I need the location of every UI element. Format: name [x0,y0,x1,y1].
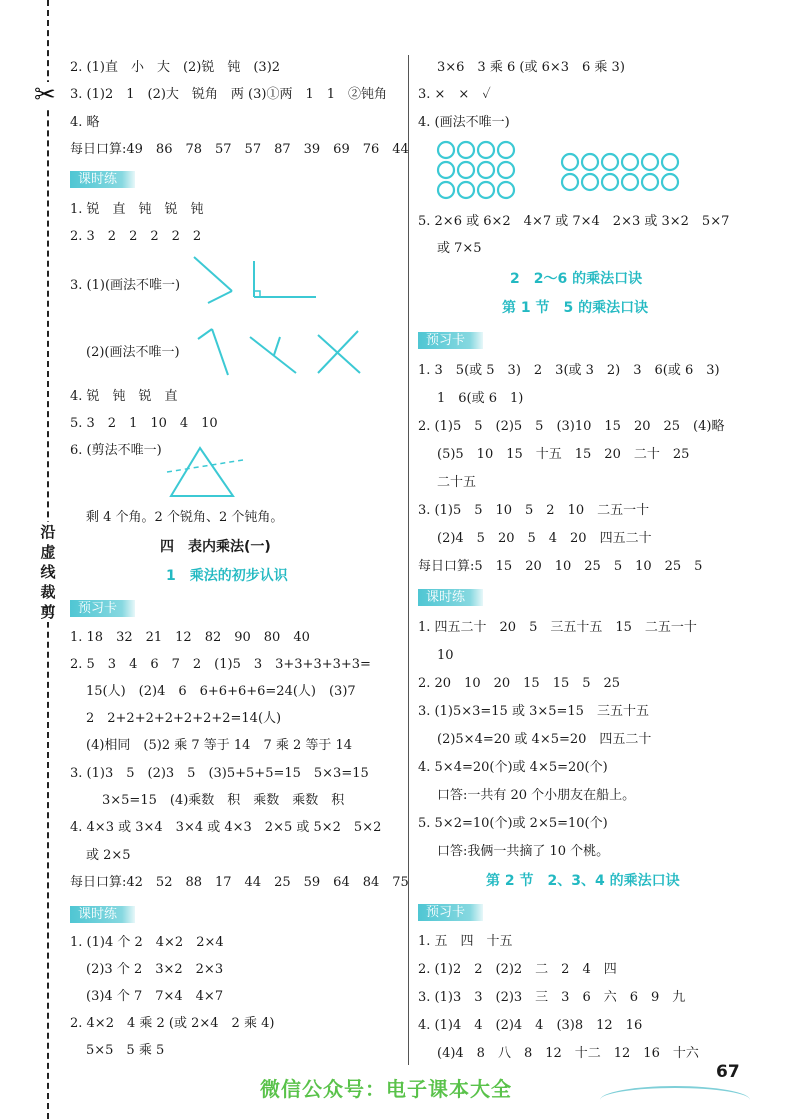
page-number-arc [600,1086,750,1114]
column-divider [408,55,409,1065]
right-line-24: 2. (1)2 2 (2)2 二 2 4 四 [418,962,617,977]
right-line-9: (5)5 10 15 十五 15 20 二十 25 [437,447,690,462]
left-line-7: 3. (1)(画法不唯一) [70,278,181,293]
right-line-23: 1. 五 四 十五 [418,934,513,949]
left-line-8: (2)(画法不唯一) [86,345,180,360]
left-line-14: 2. 5 3 4 6 7 2 (1)5 3 3+3+3+3+3= [70,657,371,672]
angle-drawing-1 [190,255,320,305]
right-line-17: 3. (1)5×3=15 或 3×5=15 三五十五 [418,704,649,719]
scissors-icon: ✂ [34,80,56,110]
cut-label: 沿虚线裁剪 [38,522,58,622]
left-line-5: 1. 锐 直 钝 锐 钝 [70,202,204,217]
left-line-11: 6. (剪法不唯一) [70,443,162,458]
left-line-2: 3. (1)2 1 (2)大 锐角 两 (3)①两 1 1 ②钝角 [70,87,387,102]
section-title-1: 1 乘法的初步认识 [166,568,288,584]
right-line-27: (4)4 8 八 8 12 十二 12 16 十六 [437,1046,699,1061]
left-line-20: 4. 4×3 或 3×4 3×4 或 4×3 2×5 或 5×2 5×2 [70,820,382,835]
right-line-20: 口答:一共有 20 个小朋友在船上。 [437,788,636,803]
left-line-27: 5×5 5 乘 5 [86,1043,165,1058]
section-tag-lesson-practice: 课时练 [70,171,135,188]
right-line-21: 5. 5×2=10(个)或 2×5=10(个) [418,816,608,831]
right-line-3: 4. (画法不唯一) [418,115,510,130]
circle-groups-drawing [436,140,696,198]
section-tag-lesson-practice-3: 课时练 [418,589,483,606]
right-line-26: 4. (1)4 4 (2)4 4 (3)8 12 16 [418,1018,643,1033]
subsection-title-1: 第 1 节 5 的乘法口诀 [502,300,649,316]
right-line-7: 1 6(或 6 1) [437,391,524,406]
right-line-6: 1. 3 5(或 5 3) 2 3(或 3 2) 3 6(或 6 3) [418,363,720,378]
left-line-24: (2)3 个 2 3×2 2×3 [86,962,224,977]
right-line-11: 3. (1)5 5 10 5 2 10 二五一十 [418,503,650,518]
right-line-25: 3. (1)3 3 (2)3 三 3 6 六 6 9 九 [418,990,686,1005]
page-number: 67 [716,1062,740,1082]
right-line-2: 3. × × ✓ [418,87,491,102]
right-line-18: (2)5×4=20 或 4×5=20 四五二十 [437,732,652,747]
section-tag-preview-card-2: 预习卡 [418,332,483,349]
daily-calc-3: 每日口算:5 15 20 10 25 5 10 25 5 [418,559,703,574]
left-line-17: (4)相同 (5)2 乘 7 等于 14 7 乘 2 等于 14 [86,738,353,753]
left-line-3: 4. 略 [70,115,100,130]
right-line-10: 二十五 [437,475,477,490]
right-line-22: 口答:我俩一共摘了 10 个桃。 [437,844,610,859]
triangle-cut-drawing [165,440,245,500]
left-line-21: 或 2×5 [86,848,131,863]
chapter-title: 四 表内乘法(一) [160,539,271,555]
section-tag-preview-card: 预习卡 [70,600,135,617]
left-line-18: 3. (1)3 5 (2)3 5 (3)5+5+5=15 5×3=15 [70,766,369,781]
left-line-6: 2. 3 2 2 2 2 2 [70,229,202,244]
angle-drawing-2 [190,325,365,380]
left-line-1: 2. (1)直 小 大 (2)锐 钝 (3)2 [70,60,281,75]
left-line-26: 2. 4×2 4 乘 2 (或 2×4 2 乘 4) [70,1016,275,1031]
right-line-19: 4. 5×4=20(个)或 4×5=20(个) [418,760,608,775]
daily-calc-2: 每日口算:42 52 88 17 44 25 59 64 84 75 [70,875,409,890]
right-line-5: 或 7×5 [437,241,482,256]
right-line-1: 3×6 3 乘 6 (或 6×3 6 乘 3) [437,60,625,75]
left-line-23: 1. (1)4 个 2 4×2 2×4 [70,935,224,950]
section-title-2: 2 2～6 的乘法口诀 [510,271,643,287]
right-line-8: 2. (1)5 5 (2)5 5 (3)10 15 20 25 (4)略 [418,419,725,434]
daily-calc-1: 每日口算:49 86 78 57 57 87 39 69 76 44 [70,142,409,157]
left-line-25: (3)4 个 7 7×4 4×7 [86,989,224,1004]
right-line-4: 5. 2×6 或 6×2 4×7 或 7×4 2×3 或 3×2 5×7 [418,214,730,229]
left-line-15: 15(人) (2)4 6 6+6+6+6=24(人) (3)7 [86,684,356,699]
left-line-9: 4. 锐 钝 锐 直 [70,389,178,404]
section-tag-lesson-practice-2: 课时练 [70,906,135,923]
right-line-12: (2)4 5 20 5 4 20 四五二十 [437,531,652,546]
left-line-12: 剩 4 个角。2 个锐角、2 个钝角。 [86,510,284,525]
right-line-16: 2. 20 10 20 15 15 5 25 [418,676,621,691]
left-line-19: 3×5=15 (4)乘数 积 乘数 乘数 积 [102,793,345,808]
section-tag-preview-card-3: 预习卡 [418,904,483,921]
watermark: 微信公众号：电子课本大全 [260,1077,512,1101]
subsection-title-2: 第 2 节 2、3、4 的乘法口诀 [486,873,680,889]
left-line-13: 1. 18 32 21 12 82 90 80 40 [70,630,310,645]
right-line-15: 10 [437,648,454,663]
right-line-14: 1. 四五二十 20 5 三五十五 15 二五一十 [418,620,697,635]
left-line-10: 5. 3 2 1 10 4 10 [70,416,218,431]
left-line-16: 2 2+2+2+2+2+2+2=14(人) [86,711,282,726]
